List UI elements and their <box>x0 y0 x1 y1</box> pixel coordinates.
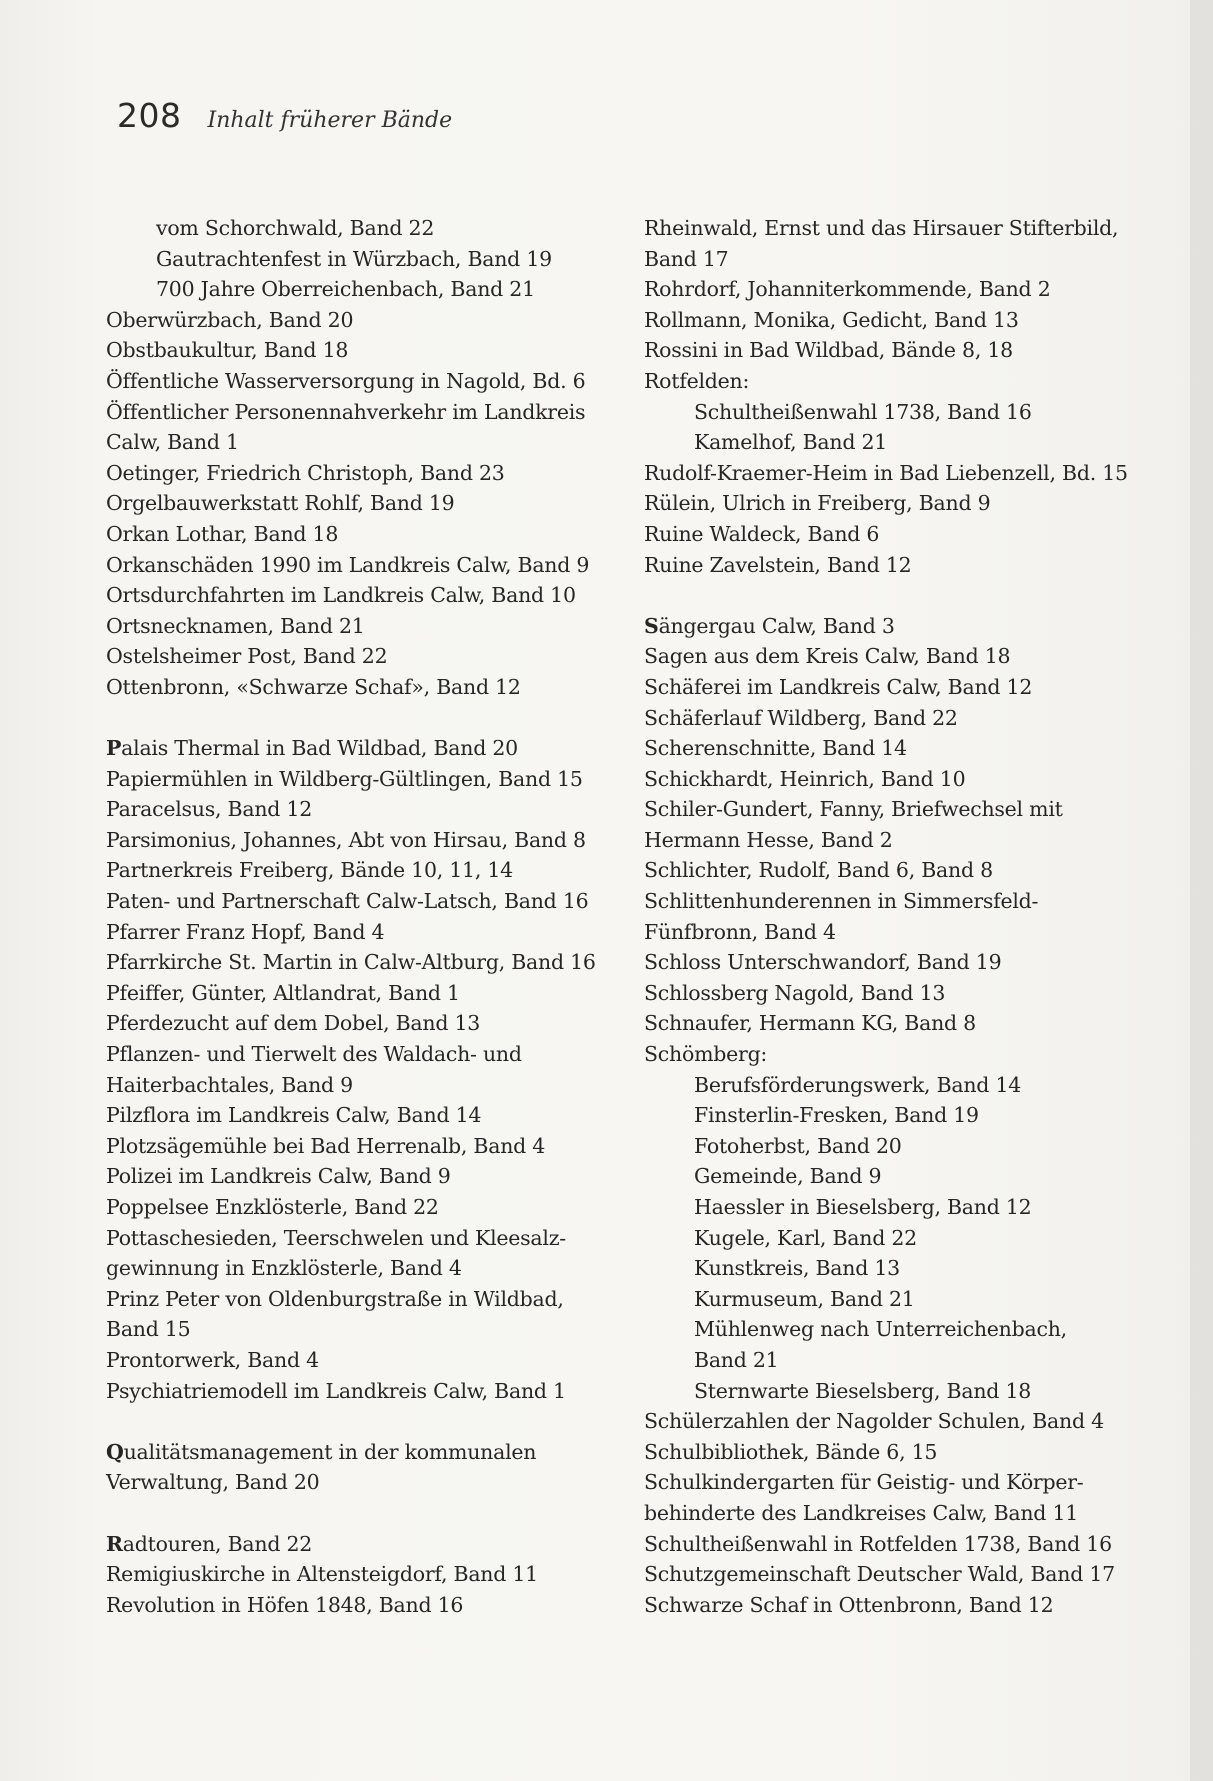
index-entry-text: Haiterbachtales, Band 9 <box>106 1072 353 1097</box>
index-entry-text: ängergau Calw, Band 3 <box>658 613 895 638</box>
index-entry <box>106 947 636 978</box>
index-entry <box>106 641 636 672</box>
index-entry-text: gewinnung in Enzklösterle, Band 4 <box>106 1256 462 1281</box>
index-entry <box>106 550 636 581</box>
index-entry <box>106 1559 636 1590</box>
section-initial: S <box>644 613 659 638</box>
index-entry <box>644 1467 1164 1498</box>
index-entry <box>106 305 636 336</box>
index-entry-text: Schnaufer, Hermann KG, Band 8 <box>644 1011 976 1036</box>
index-entry <box>106 335 636 366</box>
index-entry-text: Orkan Lothar, Band 18 <box>106 521 339 546</box>
index-entry <box>106 244 636 275</box>
index-entry-text: Oberwürzbach, Band 20 <box>106 307 354 332</box>
index-entry-text: 700 Jahre Oberreichenbach, Band 21 <box>156 277 535 302</box>
index-entry-text: Ortsnecknamen, Band 21 <box>106 613 365 638</box>
index-entry <box>106 672 636 703</box>
index-entry-text: Papiermühlen in Wildberg-Gültlingen, Band 15 <box>106 766 583 791</box>
index-entry <box>644 794 1164 825</box>
index-entry-text: Kugele, Karl, Band 22 <box>694 1225 917 1250</box>
index-entry <box>644 703 1164 734</box>
index-entry-text: Schiler-Gundert, Fanny, Briefwechsel mit <box>644 797 1063 822</box>
index-entry-text: Ruine Waldeck, Band 6 <box>644 521 880 546</box>
index-entry <box>644 519 1164 550</box>
section-gap <box>106 703 636 734</box>
section-initial: R <box>106 1531 123 1556</box>
index-entry-text: Orkanschäden 1990 im Landkreis Calw, Band 9 <box>106 552 590 577</box>
section-initial: P <box>106 736 122 761</box>
index-entry-text: Psychiatriemodell im Landkreis Calw, Band 1 <box>106 1378 566 1403</box>
index-entry <box>644 1498 1164 1529</box>
index-entry-text: vom Schorchwald, Band 22 <box>156 216 435 240</box>
index-entry-text: Schlossberg Nagold, Band 13 <box>644 980 946 1005</box>
index-entry <box>106 1131 636 1162</box>
index-entry <box>106 611 636 642</box>
index-entry-text: Band 15 <box>106 1317 191 1342</box>
index-entry <box>644 947 1164 978</box>
index-entry <box>106 1314 636 1345</box>
index-entry <box>644 886 1164 917</box>
index-entry <box>644 1590 1164 1621</box>
index-entry-text: Schülerzahlen der Nagolder Schulen, Band 4 <box>644 1409 1104 1434</box>
index-entry-text: Ruine Zavelstein, Band 12 <box>644 552 912 577</box>
index-entry-text: Ortsdurchfahrten im Landkreis Calw, Band 10 <box>106 583 576 608</box>
index-entry <box>106 733 636 764</box>
index-entry-text: Schömberg: <box>644 1042 768 1067</box>
index-entry <box>644 1284 1164 1315</box>
index-entry-text: Oetinger, Friedrich Christoph, Band 23 <box>106 460 505 485</box>
index-entry <box>106 1008 636 1039</box>
index-entry <box>644 1039 1164 1070</box>
index-entry <box>106 886 636 917</box>
index-entry-text: Rohrdorf, Johanniterkommende, Band 2 <box>644 277 1051 302</box>
index-entry <box>644 1529 1164 1560</box>
index-column-left <box>106 213 636 1620</box>
index-entry <box>106 1376 636 1407</box>
index-entry <box>644 335 1164 366</box>
index-entry <box>106 488 636 519</box>
section-initial: Q <box>106 1439 124 1464</box>
index-entry-text: Band 17 <box>644 246 729 271</box>
index-entry <box>106 519 636 550</box>
index-entry <box>106 458 636 489</box>
index-entry <box>644 1161 1164 1192</box>
index-entry-text: Gemeinde, Band 9 <box>694 1164 882 1189</box>
index-entry-text: Mühlenweg nach Unterreichenbach, <box>694 1317 1067 1342</box>
index-entry-text: Poppelsee Enzklösterle, Band 22 <box>106 1195 439 1219</box>
index-entry-text: Partnerkreis Freiberg, Bände 10, 11, 14 <box>106 858 513 883</box>
index-entry <box>644 672 1164 703</box>
section-gap <box>106 1498 636 1529</box>
index-entry-text: Sternwarte Bieselsberg, Band 18 <box>694 1378 1032 1403</box>
index-entry <box>644 1008 1164 1039</box>
index-entry-text: Rülein, Ulrich in Freiberg, Band 9 <box>644 491 991 516</box>
index-entry-text: Finsterlin-Fresken, Band 19 <box>694 1103 979 1128</box>
index-entry-text: Schwarze Schaf in Ottenbronn, Band 12 <box>644 1592 1054 1617</box>
index-entry-text: Ottenbronn, «Schwarze Schaf», Band 12 <box>106 674 521 699</box>
index-entry <box>106 397 636 428</box>
index-entry <box>644 1345 1164 1376</box>
index-entry <box>106 213 636 244</box>
index-entry <box>106 1161 636 1192</box>
index-entry-text: Sagen aus dem Kreis Calw, Band 18 <box>644 644 1011 669</box>
index-entry <box>106 1070 636 1101</box>
index-entry-text: Rheinwald, Ernst und das Hirsauer Stifterbild, <box>644 216 1119 240</box>
index-entry-text: Haessler in Bieselsberg, Band 12 <box>694 1195 1032 1219</box>
section-gap <box>106 1406 636 1437</box>
index-entry <box>644 1559 1164 1590</box>
index-entry-text: Plotzsägemühle bei Bad Herrenalb, Band 4 <box>106 1133 546 1158</box>
index-entry <box>106 1284 636 1315</box>
index-entry <box>644 1192 1164 1223</box>
index-entry <box>644 825 1164 856</box>
index-entry <box>644 978 1164 1009</box>
index-entry <box>644 550 1164 581</box>
index-entry <box>106 1590 636 1621</box>
index-entry-text: Pfarrkirche St. Martin in Calw-Altburg, Band 16 <box>106 950 596 975</box>
index-entry-text: Schäferlauf Wildberg, Band 22 <box>644 705 958 730</box>
index-entry-text: Öffentlicher Personennahverkehr im Landkreis <box>106 399 586 424</box>
index-entry-text: ualitätsmanagement in der kommunalen <box>123 1439 537 1464</box>
index-entry <box>106 917 636 948</box>
index-entry <box>644 1253 1164 1284</box>
index-entry <box>644 213 1164 244</box>
index-entry <box>106 427 636 458</box>
page-number: 208 <box>117 96 182 135</box>
index-entry <box>106 1467 636 1498</box>
index-entry <box>106 1253 636 1284</box>
index-entry <box>644 1406 1164 1437</box>
index-entry <box>106 1192 636 1223</box>
index-entry-text: Ostelsheimer Post, Band 22 <box>106 644 388 669</box>
index-entry-text: Prinz Peter von Oldenburgstraße in Wildbad, <box>106 1286 564 1311</box>
index-entry-text: Pferdezucht auf dem Dobel, Band 13 <box>106 1011 481 1036</box>
index-entry-text: Schlittenhunderennen in Simmersfeld- <box>644 889 1039 914</box>
index-entry-text: Rotfelden: <box>644 368 750 393</box>
index-entry <box>644 1100 1164 1131</box>
index-entry-text: Verwaltung, Band 20 <box>106 1470 320 1495</box>
page-header <box>117 96 452 146</box>
scan-margin-shadow <box>1190 0 1213 1781</box>
index-entry <box>106 274 636 305</box>
index-entry-text: Schultheißenwahl 1738, Band 16 <box>694 399 1032 424</box>
index-entry <box>106 1100 636 1131</box>
index-entry <box>106 978 636 1009</box>
index-entry <box>106 1039 636 1070</box>
index-entry <box>644 397 1164 428</box>
index-entry-text: Gautrachtenfest in Würzbach, Band 19 <box>156 246 552 271</box>
index-entry <box>644 855 1164 886</box>
index-entry <box>106 794 636 825</box>
index-entry <box>644 1376 1164 1407</box>
index-entry <box>644 917 1164 948</box>
index-entry <box>106 855 636 886</box>
index-entry <box>644 427 1164 458</box>
index-entry-text: Orgelbauwerkstatt Rohlf, Band 19 <box>106 491 455 516</box>
index-entry-text: behinderte des Landkreises Calw, Band 11 <box>644 1500 1079 1525</box>
index-entry <box>644 1314 1164 1345</box>
index-entry-text: Calw, Band 1 <box>106 430 239 455</box>
index-entry <box>106 1345 636 1376</box>
index-entry <box>644 458 1164 489</box>
index-entry-text: Paten- und Partnerschaft Calw-Latsch, Band 16 <box>106 889 589 914</box>
index-entry-text: Schickhardt, Heinrich, Band 10 <box>644 766 966 791</box>
index-entry <box>106 580 636 611</box>
index-entry <box>106 1223 636 1254</box>
index-entry <box>644 305 1164 336</box>
index-entry-text: Berufsförderungswerk, Band 14 <box>694 1072 1022 1097</box>
index-entry <box>644 611 1164 642</box>
index-entry-text: Fünfbronn, Band 4 <box>644 919 836 944</box>
index-entry <box>644 1070 1164 1101</box>
index-entry <box>644 1131 1164 1162</box>
index-entry-text: Parsimonius, Johannes, Abt von Hirsau, Band 8 <box>106 827 586 852</box>
index-entry <box>106 1529 636 1560</box>
index-entry-text: Rossini in Bad Wildbad, Bände 8, 18 <box>644 338 1013 363</box>
index-entry-text: Schlichter, Rudolf, Band 6, Band 8 <box>644 858 993 883</box>
index-entry-text: Hermann Hesse, Band 2 <box>644 827 893 852</box>
index-entry <box>644 1223 1164 1254</box>
index-entry-text: alais Thermal in Bad Wildbad, Band 20 <box>121 736 518 761</box>
running-title: Inhalt früherer Bände <box>207 108 453 133</box>
index-entry-text: Paracelsus, Band 12 <box>106 797 313 822</box>
index-entry-text: Revolution in Höfen 1848, Band 16 <box>106 1592 464 1617</box>
index-entry-text: Pflanzen- und Tierwelt des Waldach- und <box>106 1042 522 1067</box>
index-entry-text: Kurmuseum, Band 21 <box>694 1286 915 1311</box>
index-entry-text: Rollmann, Monika, Gedicht, Band 13 <box>644 307 1019 332</box>
index-entry-text: Schäferei im Landkreis Calw, Band 12 <box>644 674 1033 699</box>
index-entry-text: Pfarrer Franz Hopf, Band 4 <box>106 919 385 944</box>
index-entry <box>644 733 1164 764</box>
index-entry <box>644 244 1164 275</box>
index-entry <box>106 825 636 856</box>
index-entry <box>106 764 636 795</box>
index-entry <box>644 488 1164 519</box>
index-entry-text: adtouren, Band 22 <box>122 1531 313 1556</box>
index-entry-text: Band 21 <box>694 1347 779 1372</box>
index-entry-text: Öffentliche Wasserversorgung in Nagold, Bd. 6 <box>106 368 586 393</box>
index-entry-text: Schultheißenwahl in Rotfelden 1738, Band 16 <box>644 1531 1112 1556</box>
index-entry-text: Remigiuskirche in Altensteigdorf, Band 11 <box>106 1562 538 1587</box>
index-entry-text: Schloss Unterschwandorf, Band 19 <box>644 950 1002 975</box>
index-entry-text: Schulbibliothek, Bände 6, 15 <box>644 1439 938 1464</box>
index-entry-text: Rudolf-Kraemer-Heim in Bad Liebenzell, Bd. 15 <box>644 460 1128 485</box>
index-entry <box>644 641 1164 672</box>
index-entry-text: Fotoherbst, Band 20 <box>694 1133 902 1158</box>
index-entry-text: Polizei im Landkreis Calw, Band 9 <box>106 1164 451 1189</box>
index-column-right <box>644 213 1164 1620</box>
index-entry-text: Kunstkreis, Band 13 <box>694 1256 900 1281</box>
index-entry-text: Pottaschesieden, Teerschwelen und Kleesalz- <box>106 1225 566 1250</box>
index-entry-text: Pfeiffer, Günter, Altlandrat, Band 1 <box>106 980 460 1005</box>
section-gap <box>644 580 1164 611</box>
index-entry <box>644 1437 1164 1468</box>
index-entry-text: Obstbaukultur, Band 18 <box>106 338 349 363</box>
index-entry <box>644 366 1164 397</box>
index-entry-text: Schutzgemeinschaft Deutscher Wald, Band 17 <box>644 1562 1115 1587</box>
index-entry <box>644 764 1164 795</box>
index-entry-text: Pilzflora im Landkreis Calw, Band 14 <box>106 1103 482 1128</box>
index-entry-text: Kamelhof, Band 21 <box>694 430 888 455</box>
index-entry <box>106 1437 636 1468</box>
index-entry <box>106 366 636 397</box>
index-entry-text: Schulkindergarten für Geistig- und Körper- <box>644 1470 1084 1495</box>
index-entry-text: Scherenschnitte, Band 14 <box>644 736 907 761</box>
index-entry-text: Prontorwerk, Band 4 <box>106 1347 319 1372</box>
index-entry <box>644 274 1164 305</box>
